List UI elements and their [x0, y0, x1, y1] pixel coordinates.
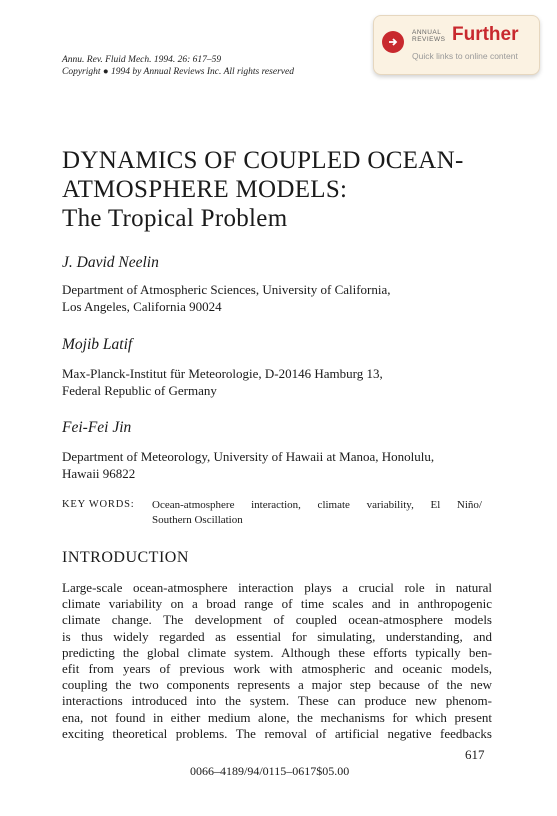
body-line: efit from years of previous work with atmospheric and oceanic models,: [62, 661, 492, 677]
further-badge[interactable]: [373, 15, 540, 75]
author-name: Fei-Fei Jin: [62, 419, 132, 436]
footer-code: 0066–4189/94/0115–0617$05.00: [190, 764, 350, 778]
copyright-line: Copyright ● 1994 by Annual Reviews Inc. All rights reserved: [62, 67, 294, 77]
body-line: climate variability on a broad range of time scales and in anthropogenic: [62, 596, 492, 612]
further-label: Further: [452, 24, 519, 45]
title-line-3: The Tropical Problem: [62, 205, 288, 232]
body-line: ena, not found in either medium alone, the mechanisms for which present: [62, 709, 492, 725]
annual-reviews-logo: ANNUAL REVIEWS: [412, 29, 446, 43]
body-line: climate change. The development of coupled ocean-atmosphere models: [62, 612, 492, 628]
arrow-circle-icon: [382, 31, 404, 53]
page-number: 617: [465, 747, 485, 762]
body-line: coupling the two components represents a major step because of the new: [62, 677, 492, 693]
keywords-text: Ocean-atmosphere interaction, climate variability, El Niño/ Southern Oscillation: [152, 499, 482, 526]
body-line: interactions introduced into the system. These can produce new phenom-: [62, 693, 492, 709]
journal-citation: Annu. Rev. Fluid Mech. 1994. 26: 617–59: [62, 55, 222, 65]
body-line: predicting the global climate system. Although these efforts typically ben-: [62, 644, 492, 660]
title-line-2: ATMOSPHERE MODELS:: [62, 176, 348, 203]
body-line: exciting theoretical problems. The removal of artificial negative feedbacks: [62, 725, 492, 741]
further-subtitle: Quick links to online content: [412, 51, 518, 61]
article-title: [62, 146, 464, 233]
author-name: J. David Neelin: [62, 254, 159, 271]
author-affiliation: Department of Meteorology, University of Hawaii at Manoa, Honolulu, Hawaii 96822: [62, 449, 435, 481]
body-line: Large-scale ocean-atmosphere interaction plays a crucial role in natural: [62, 580, 492, 595]
body-paragraph: [62, 580, 492, 742]
body-line: is thus widely regarded as essential for simulating, understanding, and: [62, 628, 492, 644]
author-affiliation: Department of Atmospheric Sciences, University of California, Los Angeles, California 90024: [62, 282, 391, 314]
journal-header: [62, 54, 294, 78]
author-affiliation: Max-Planck-Institut für Meteorologie, D-20146 Hamburg 13, Federal Republic of Germany: [62, 366, 383, 398]
section-heading: INTRODUCTION: [62, 549, 189, 566]
keywords-label: KEY WORDS:: [62, 499, 135, 510]
title-line-1: DYNAMICS OF COUPLED OCEAN-: [62, 147, 464, 174]
author-name: Mojib Latif: [62, 336, 133, 353]
